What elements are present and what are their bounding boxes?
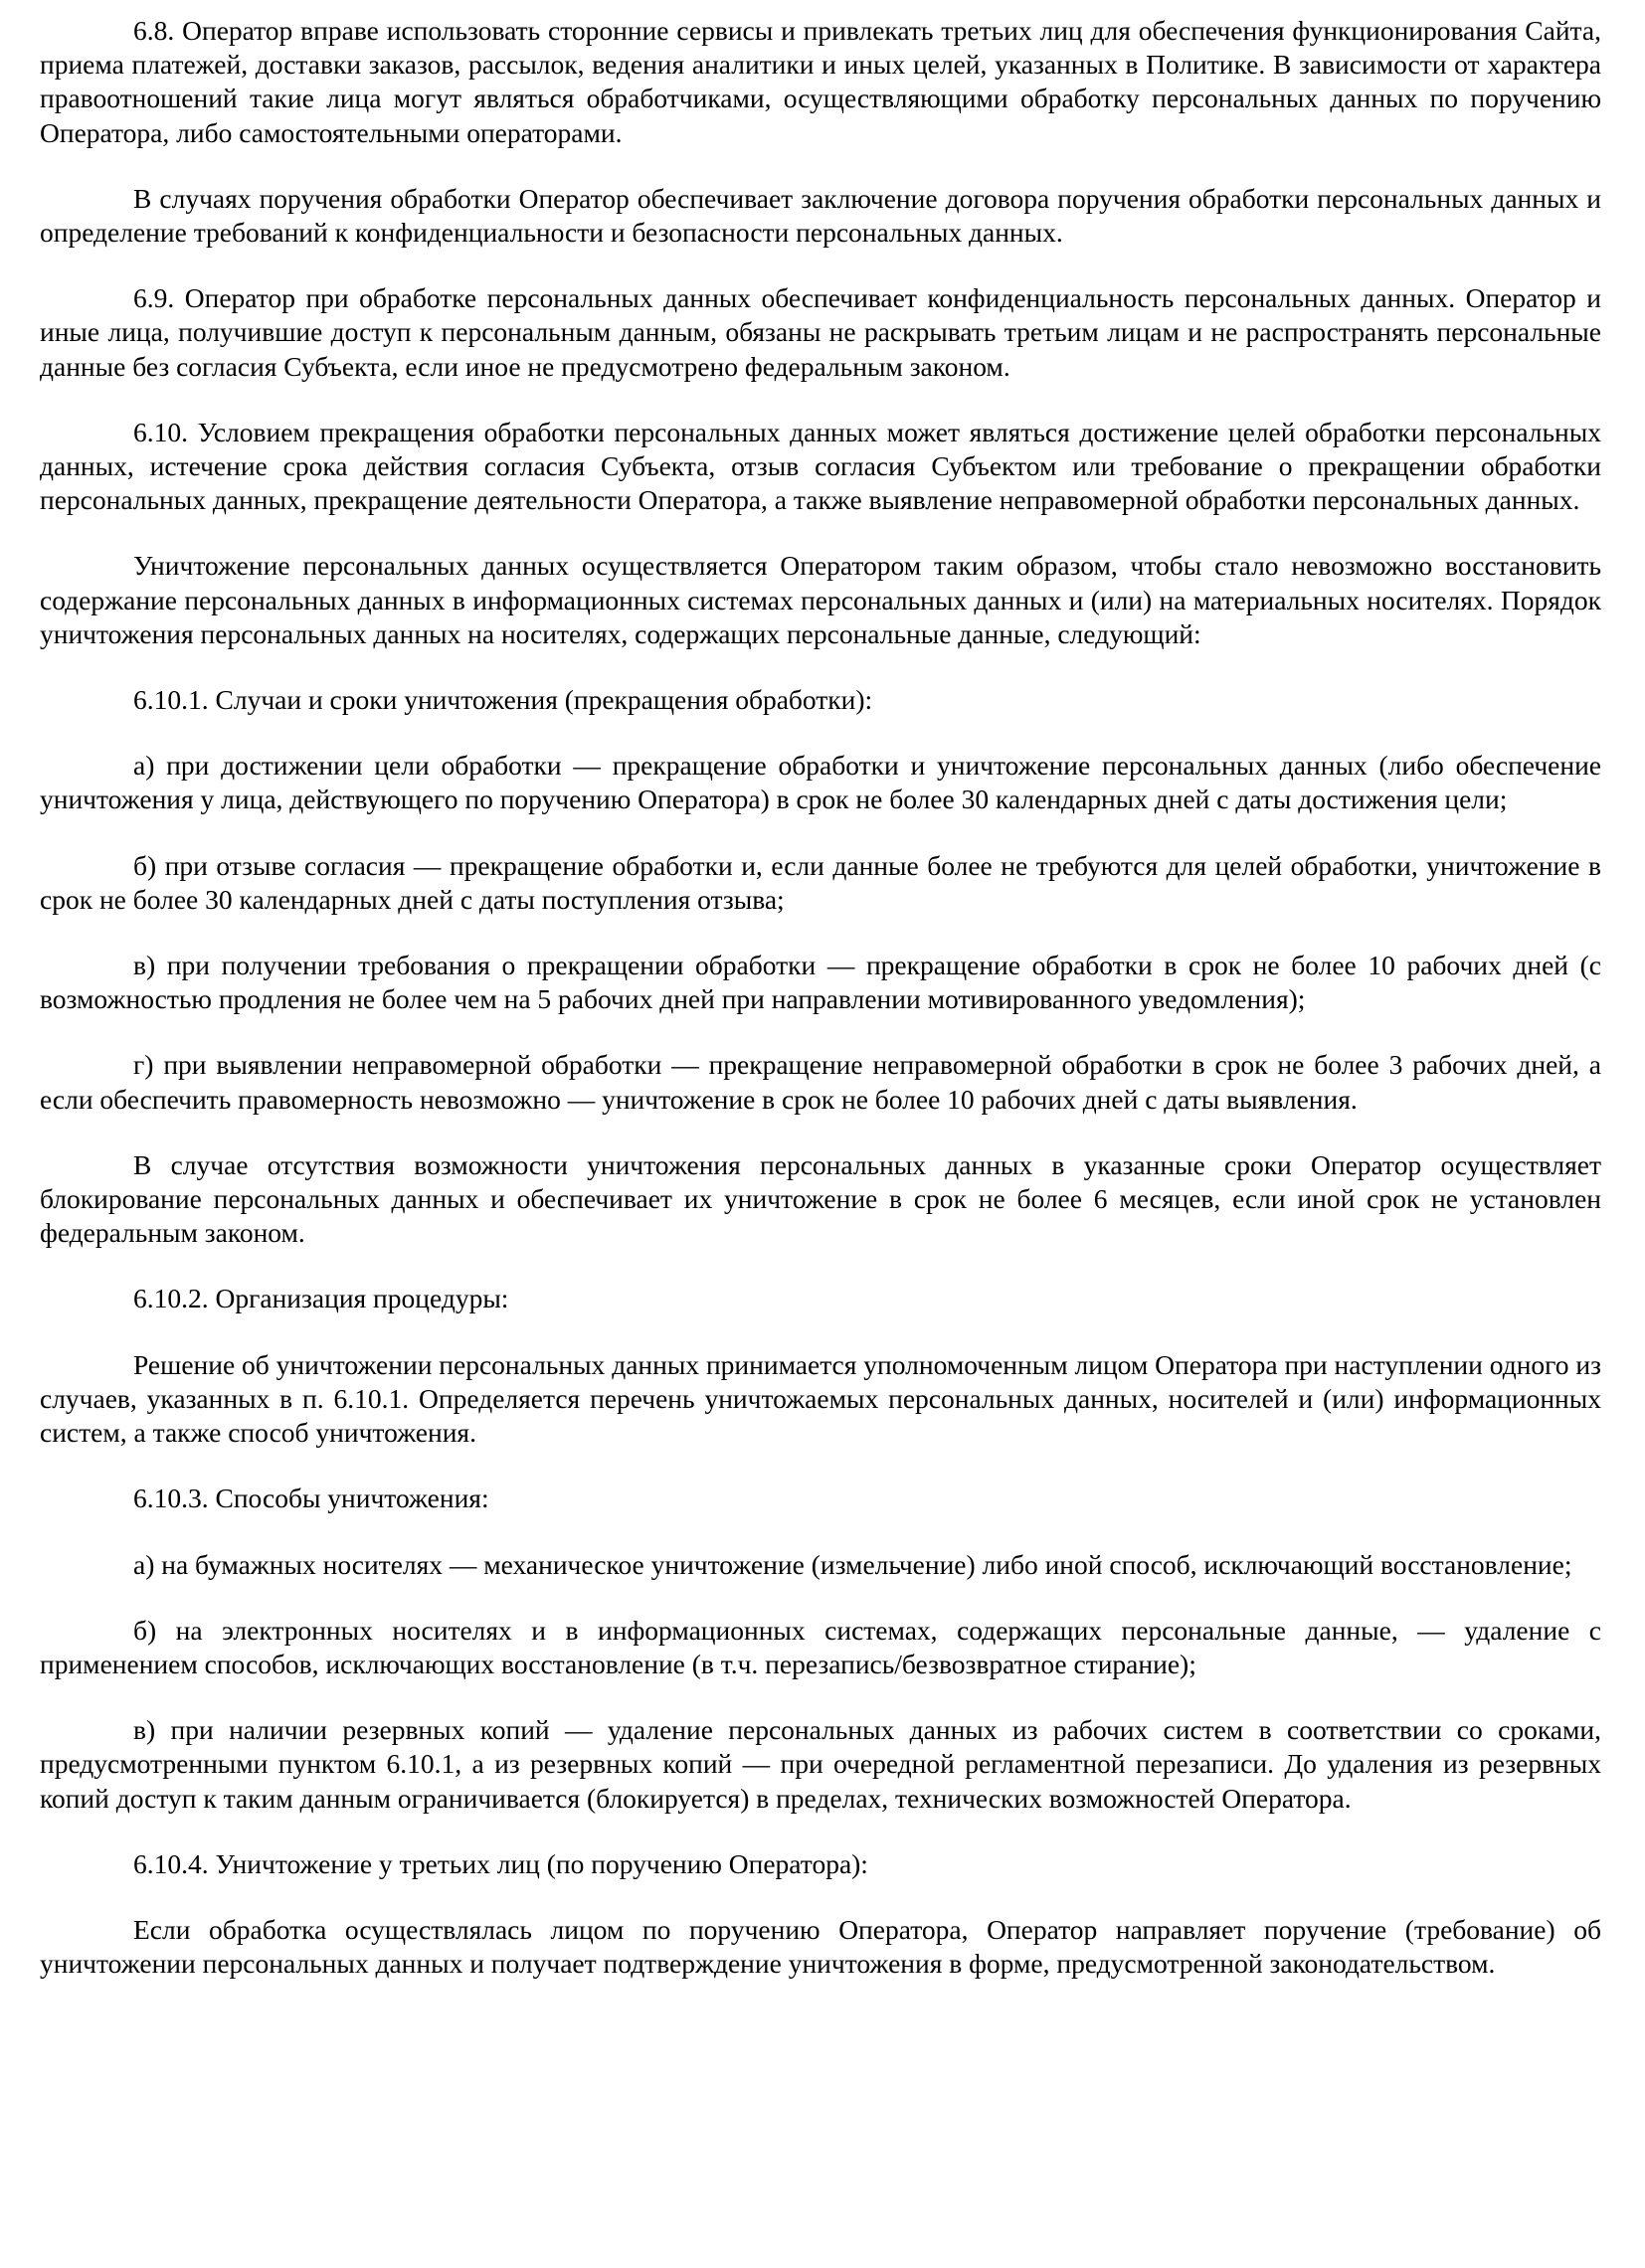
paragraph-decision: Решение об уничтожении персональных данных принимается уполномоченным лицом Оператора при наступлении одного из случаев, указанных в п. 6.10.1. Определяется перечень уничтожаемых персональных данных, носителей и (или) информационных систем, а также способ уничтожения.	[40, 1348, 1601, 1449]
heading-6-10-1: 6.10.1. Случаи и сроки уничтожения (прекращения обработки):	[133, 684, 873, 716]
paragraph-6-10: 6.10. Условием прекращения обработки персональных данных может являться достижение целей обработки персональных данных, истечение срока действия согласия Субъекта, отзыв согласия Субъектом или требование о прекращении обработки персональных данных, прекращение деятельности Оператора, а также выявление неправомерной обработки персональных данных.	[40, 416, 1601, 516]
paragraph-blocking: В случае отсутствия возможности уничтожения персональных данных в указанные сроки Оператор осуществляет блокирование персональных данных и обеспечивает их уничтожение в срок не более 6 месяцев, если иной срок не установлен федеральным законом.	[40, 1148, 1601, 1249]
paragraph-third-party: Если обработка осуществлялась лицом по поручению Оператора, Оператор направляет поручение (требование) об уничтожении персональных данных и получает подтверждение уничтожения в форме, предусмотренной законодательством.	[40, 1913, 1601, 1980]
paragraph-entrustment: В случаях поручения обработки Оператор обеспечивает заключение договора поручения обработки персональных данных и определение требований к конфиденциальности и безопасности персональных данных.	[40, 182, 1601, 249]
list-item-6-10-1-g: г) при выявлении неправомерной обработки — прекращение неправомерной обработки в срок не более 3 рабочих дней, а если обеспечить правомерность невозможно — уничтожение в срок не более 10 рабочих дней с даты выявления.	[40, 1049, 1601, 1115]
heading-6-10-3: 6.10.3. Способы уничтожения:	[133, 1483, 489, 1514]
list-item-6-10-1-v: в) при получении требования о прекращении обработки — прекращение обработки в срок не более 10 рабочих дней (с возможностью продления не более чем на 5 рабочих дней при направлении мотивированного уведомления);	[40, 950, 1601, 1015]
list-item-6-10-3-b: б) на электронных носителях и в информационных системах, содержащих персональные данные, — удаление с применением способов, исключающих восстановление (в т.ч. перезапись/безвозвратное стирание);	[40, 1614, 1601, 1679]
list-item-6-10-1-a: а) при достижении цели обработки — прекращение обработки и уничтожение персональных данных (либо обеспечение уничтожения у лица, действующего по поручению Оператора) в срок не более 30 календарных дней с даты достижения цели;	[40, 750, 1601, 815]
heading-6-10-2: 6.10.2. Организация процедуры:	[133, 1283, 509, 1314]
heading-6-10-4: 6.10.4. Уничтожение у третьих лиц (по поручению Оператора):	[133, 1847, 868, 1879]
paragraph-6-9: 6.9. Оператор при обработке персональных данных обеспечивает конфиденциальность персональных данных. Оператор и иные лица, получившие доступ к персональным данным, обязаны не раскрывать третьим лицам и не распространять персональные данные без согласия Субъекта, если иное не предусмотрено федеральным законом.	[40, 282, 1601, 382]
paragraph-6-8: 6.8. Оператор вправе использовать сторонние сервисы и привлекать третьих лиц для обеспечения функционирования Сайта, приема платежей, доставки заказов, рассылок, ведения аналитики и иных целей, указанных в Политике. В зависимости от характера правоотношений такие лица могут являться обработчиками, осуществляющими обработку персональных данных по поручению Оператора, либо самостоятельными операторами.	[40, 15, 1601, 148]
paragraph-destruction-procedure: Уничтожение персональных данных осуществляется Оператором таким образом, чтобы стало невозможно восстановить содержание персональных данных в информационных системах персональных данных и (или) на материальных носителях. Порядок уничтожения персональных данных на носителях, содержащих персональные данные, следующий:	[40, 550, 1601, 649]
document-page	[40, 14, 1601, 2012]
list-item-6-10-3-v: в) при наличии резервных копий — удаление персональных данных из рабочих систем в соответствии со сроками, предусмотренными пунктом 6.10.1, а из резервных копий — при очередной регламентной перезаписи. До удаления из резервных копий доступ к таким данным ограничивается (блокируется) в пределах, технических возможностей Оператора.	[40, 1714, 1601, 1814]
list-item-6-10-3-a: а) на бумажных носителях — механическое уничтожение (измельчение) либо иной способ, исключающий восстановление;	[133, 1548, 1572, 1580]
list-item-6-10-1-b: б) при отзыве согласия — прекращение обработки и, если данные более не требуются для целей обработки, уничтожение в срок не более 30 календарных дней с даты поступления отзыва;	[40, 849, 1601, 915]
